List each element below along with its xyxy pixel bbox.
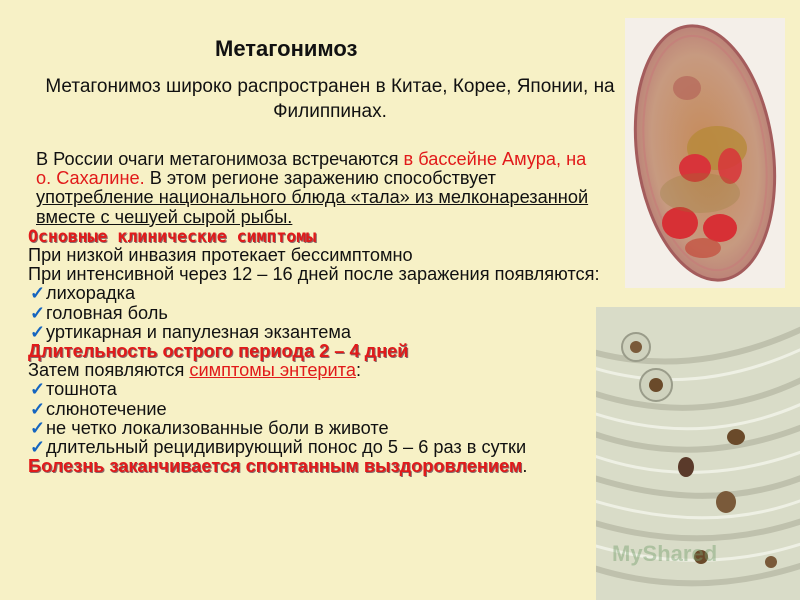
watermark: MyShared — [612, 541, 718, 566]
symptoms-list — [28, 284, 603, 342]
check-icon: ✓ — [30, 302, 46, 323]
check-icon: ✓ — [30, 379, 46, 400]
russia-regions: в бассейне Амура, на о. Сахалине. — [36, 149, 587, 189]
parasite-image — [625, 18, 785, 288]
enteritis-list — [28, 380, 603, 457]
check-icon: ✓ — [30, 437, 46, 458]
russia-paragraph — [28, 150, 603, 227]
enteritis-line: Затем появляются симптомы энтерита: — [28, 360, 362, 381]
outcome-text: Болезнь заканчивается спонтанным выздоровлением — [28, 456, 523, 477]
check-icon: ✓ — [30, 417, 46, 438]
check-icon: ✓ — [30, 398, 46, 419]
list-item: ✓ тошнота — [30, 379, 117, 400]
outcome-line: Болезнь заканчивается спонтанным выздоровлением. — [28, 456, 528, 477]
list-item: ✓ слюнотечение — [30, 398, 167, 419]
list-item: ✓ уртикарная и папулезная экзантема — [30, 321, 351, 342]
symptoms-heading: Основные клинические симптомы — [28, 226, 317, 246]
list-item: ✓ лихорадка — [30, 283, 136, 304]
enteritis-link[interactable]: симптомы энтерита — [189, 360, 356, 381]
intensive-invasion-text: При интенсивной через 12 – 16 дней после заражения появляются: — [28, 264, 600, 285]
national-dish: употребление национального блюда «тала» из мелконарезанной вместе с чешуей сырой рыбы. — [36, 187, 589, 227]
body-text — [28, 150, 603, 476]
list-item: ✓ не четко локализованные боли в животе — [30, 417, 389, 438]
check-icon: ✓ — [30, 283, 46, 304]
check-icon: ✓ — [30, 321, 46, 342]
russia-text-mid: В этом регионе заражению способствует — [144, 168, 496, 189]
list-item: ✓ длительный рецидивирующий понос до 5 – 6 раз в сутки — [30, 437, 527, 458]
low-invasion-text: При низкой инвазия протекает бессимптомно — [28, 245, 413, 266]
list-item: ✓ головная боль — [30, 302, 168, 323]
duration-heading: Длительность острого периода 2 – 4 дней — [28, 341, 409, 362]
slide-title: Метагонимоз — [215, 36, 358, 61]
russia-text-start: В России очаги метагонимоза встречаются — [36, 149, 404, 169]
slide-subtitle: Метагонимоз широко распространен в Китае, Корее, Японии, на Филиппинах. — [45, 76, 615, 122]
